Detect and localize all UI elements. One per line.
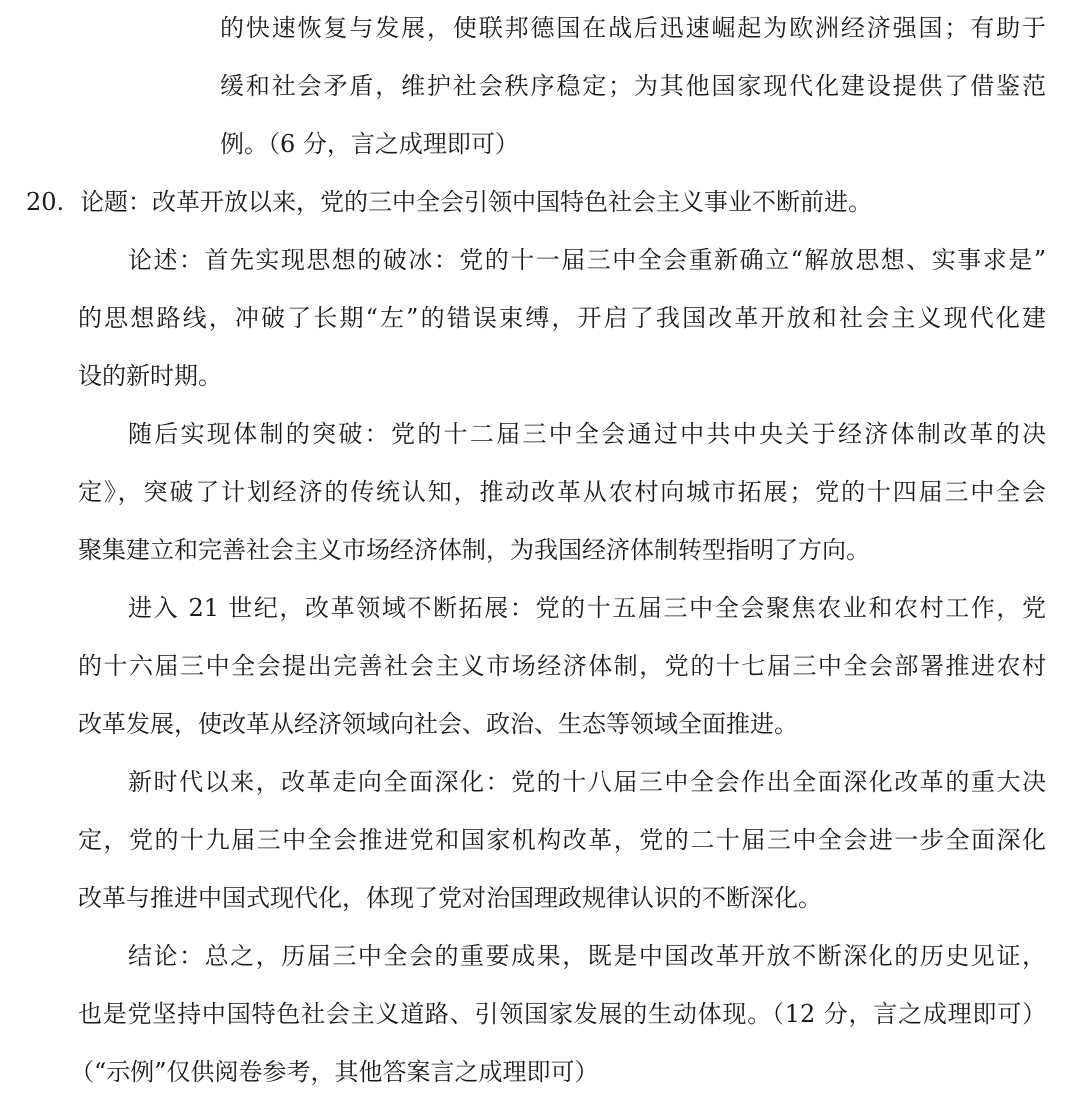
conclusion-line-2: 也是党坚持中国特色社会主义道路、引领国家发展的生动体现。（12 分，言之成理即可） — [78, 1000, 1046, 1028]
prev-answer-line-3: 例。（6 分，言之成理即可） — [220, 130, 519, 158]
argument-p1-line-1: 论述：首先实现思想的破冰：党的十一届三中全会重新确立“解放思想、实事求是” — [128, 246, 1046, 274]
argument-p4-line-3: 改革与推进中国式现代化，体现了党对治国理政规律认识的不断深化。 — [78, 884, 822, 912]
argument-p1-line-2: 的思想路线，冲破了长期“左”的错误束缚，开启了我国改革开放和社会主义现代化建 — [78, 304, 1046, 332]
prev-answer-line-1: 的快速恢复与发展，使联邦德国在战后迅速崛起为欧洲经济强国；有助于 — [220, 14, 1046, 42]
grading-note: （“示例”仅供阅卷参考，其他答案言之成理即可） — [70, 1058, 599, 1086]
question-topic: 论题：改革开放以来，党的三中全会引领中国特色社会主义事业不断前进。 — [80, 188, 872, 216]
argument-p2-line-1: 随后实现体制的突破：党的十二届三中全会通过中共中央关于经济体制改革的决 — [128, 420, 1046, 448]
argument-p3-line-2: 的十六届三中全会提出完善社会主义市场经济体制，党的十七届三中全会部署推进农村 — [78, 652, 1046, 680]
argument-p2-line-3: 聚集建立和完善社会主义市场经济体制，为我国经济体制转型指明了方向。 — [78, 536, 870, 564]
argument-p4-line-2: 定，党的十九届三中全会推进党和国家机构改革，党的二十届三中全会进一步全面深化 — [78, 826, 1046, 854]
conclusion-line-1: 结论：总之，历届三中全会的重要成果，既是中国改革开放不断深化的历史见证， — [128, 942, 1046, 970]
question-number: 20. — [26, 188, 65, 216]
argument-p3-line-1: 进入 21 世纪，改革领域不断拓展：党的十五届三中全会聚焦农业和农村工作，党 — [128, 594, 1046, 622]
prev-answer-line-2: 缓和社会矛盾，维护社会秩序稳定；为其他国家现代化建设提供了借鉴范 — [220, 72, 1046, 100]
argument-p4-line-1: 新时代以来，改革走向全面深化：党的十八届三中全会作出全面深化改革的重大决 — [128, 768, 1046, 796]
argument-p3-line-3: 改革发展，使改革从经济领域向社会、政治、生态等领域全面推进。 — [78, 710, 798, 738]
argument-p2-line-2: 定》，突破了计划经济的传统认知，推动改革从农村向城市拓展；党的十四届三中全会 — [78, 478, 1046, 506]
question-20-topic-row — [26, 182, 872, 222]
argument-p1-line-3: 设的新时期。 — [78, 362, 222, 390]
